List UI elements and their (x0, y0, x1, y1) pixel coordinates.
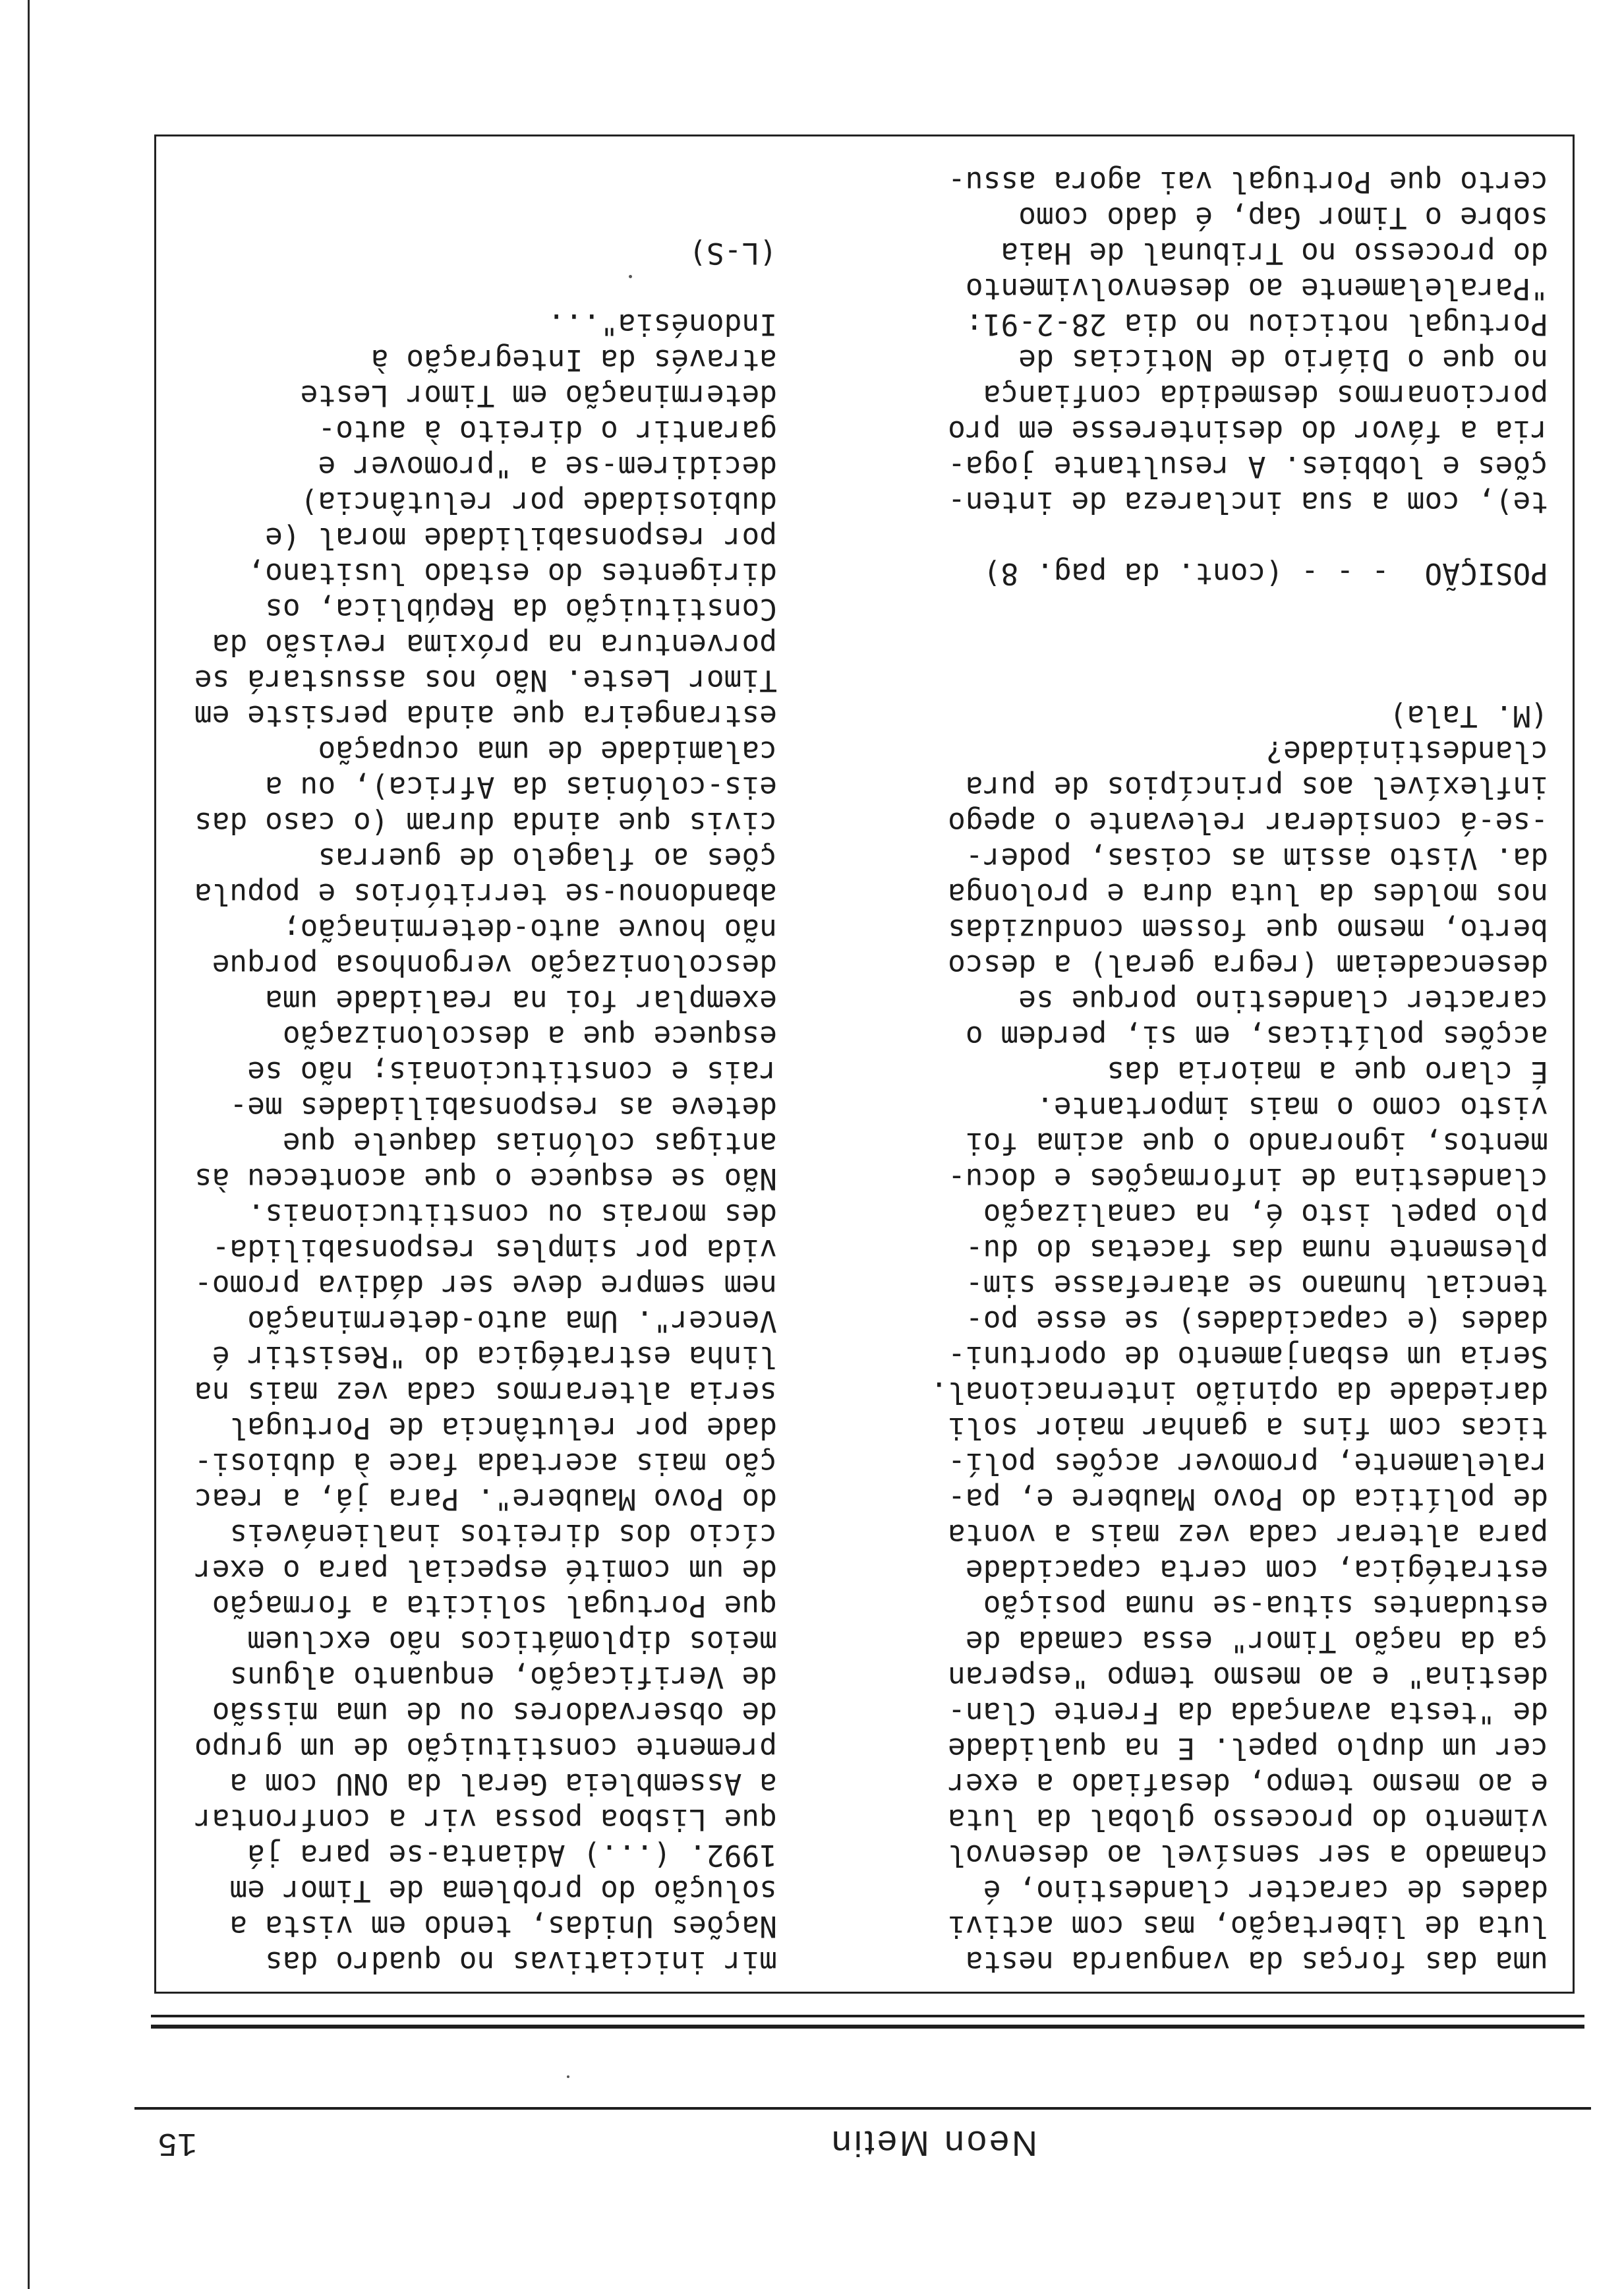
text-line: (L-S) (689, 236, 777, 270)
text-line: clandestina de informações e docu- (948, 1162, 1548, 1195)
text-line: por responsabilidade moral (e (265, 521, 777, 554)
text-line: abandonou-se territórios e popula (194, 877, 777, 910)
text-line: antigas colónias daquele que (282, 1126, 777, 1160)
text-line: porcionarmos desmedida confiança (983, 378, 1548, 412)
text-line: meios diplomáticos não excluem (247, 1624, 777, 1658)
text-line: desencadeiam (regra geral) a desco (948, 948, 1548, 982)
text-line: através da Integração à (370, 343, 777, 376)
text-line: "Paralelamente ao desenvolvimento (965, 272, 1548, 305)
text-line: (M. Tala) (1389, 699, 1548, 732)
text-line: dariedade da opinião internacional. (930, 1375, 1548, 1409)
text-line: mentos, ignorando o que acima foi (965, 1126, 1548, 1160)
text-line: mir iniciativas no quadro das (265, 1945, 777, 1978)
text-line (194, 270, 777, 306)
text-line: calamidade de uma ocupação (318, 734, 777, 768)
text-line: vida por simples responsabilida- (212, 1233, 777, 1266)
text-line: cer um duplo papel. E na qualidade (948, 1731, 1548, 1765)
text-line: do processo no Tribunal de Haia (1000, 236, 1548, 270)
text-line: dirigentes do estado lusitano, (247, 556, 777, 590)
text-line: não houve auto-determinação; (282, 912, 777, 946)
text-line: sobre o Timor Gap, é dado como (1018, 200, 1548, 234)
header-rule (134, 2107, 1591, 2110)
text-line: des morais ou constitucionais. (247, 1197, 777, 1231)
text-line: dades (e capacidades) se esse po- (965, 1304, 1548, 1338)
page-binding-edge (28, 0, 30, 2289)
text-line: destina" e ao mesmo tempo "esperan (948, 1660, 1548, 1694)
text-line: luta de libertação, mas com activi (948, 1909, 1548, 1943)
text-line: civis que ainda duram (o caso das (194, 806, 777, 839)
text-line: estudantes situa-se numa posição (983, 1589, 1548, 1622)
text-line: estrangeira que ainda persiste em (194, 699, 777, 732)
text-line: exemplar foi na realidade uma (265, 984, 777, 1017)
text-line: linha estratégica do "Resistir é (212, 1340, 777, 1373)
scan-speck (567, 2075, 569, 2078)
text-line: Portugal noticiou no dia 28-2-91: (965, 307, 1548, 341)
text-line: certo que Portugal vai agora assu- (948, 165, 1548, 198)
text-line: visto como o mais importante. (1036, 1090, 1548, 1124)
page-number: 15 (157, 2124, 197, 2161)
text-line: POSIÇÃO - - - (cont. da pag. 8) (983, 556, 1548, 590)
text-line: vimento do processo global da luta (948, 1802, 1548, 1836)
text-line: descolonização vergonhosa porque (212, 948, 777, 982)
text-line: e ao mesmo tempo, desafiado a exer (948, 1767, 1548, 1800)
text-line (930, 520, 1548, 555)
text-line: caracter clandestino porque se (1018, 984, 1548, 1017)
text-line: de Verificação, enquanto alguns (229, 1660, 777, 1694)
text-line: decidirem-se a "promover e (318, 450, 777, 483)
text-line: do Povo Maubere". Para já, a reac (194, 1482, 777, 1516)
text-line: plo papel isto é, na canalização (983, 1197, 1548, 1231)
text-line: ticas com fins a ganhar maior soli (948, 1411, 1548, 1444)
text-line: inflexível aos princípios de pura (965, 770, 1548, 804)
text-line: Não se esquece o que aconteceu às (194, 1162, 777, 1195)
text-line (930, 626, 1548, 662)
text-line: ções ao flagelo de guerras (318, 841, 777, 875)
text-line: -se-á considerar relevante o apego (948, 806, 1548, 839)
text-line: tencial humano se atarefasse sim- (965, 1268, 1548, 1302)
text-line: eis-colónias da Africa), ou a (265, 770, 777, 804)
text-line: de um comité especial para o exer (194, 1553, 777, 1587)
text-line: solução do problema de Timor em (229, 1874, 777, 1907)
text-line: Constituição da República, os (265, 592, 777, 626)
text-line: Indonésia"... (547, 307, 777, 341)
text-line: premente constituição de um grupo (194, 1731, 777, 1765)
text-line: que Lisboa possa vir a confrontar (194, 1802, 777, 1836)
text-line: acções políticas, em si, perdem o (965, 1019, 1548, 1053)
text-line: seria alterarmos cada vez mais na (194, 1375, 777, 1409)
text-line: esquece que a descolonização (282, 1019, 777, 1053)
text-line: 1992. (...) Adianta-se para já (247, 1838, 777, 1872)
text-line: clandestinidade? (1265, 734, 1548, 768)
text-line: ções e lobbies. A resultante joga- (948, 450, 1548, 483)
text-line: uma das forças da vanguarda nesta (965, 1945, 1548, 1978)
text-line: ção mais acertada face à dubiosi- (194, 1446, 777, 1480)
column-right (194, 235, 777, 1979)
text-line: da. Visto assim as coisas, poder- (965, 841, 1548, 875)
text-line: dades de caracter clandestino, é (983, 1874, 1548, 1907)
text-line: Seria um esbanjamento de oportuni- (948, 1340, 1548, 1373)
column-left (930, 164, 1548, 1979)
text-line: nem sempre deve ser dádiva promo- (194, 1268, 777, 1302)
text-line: para alterar cada vez mais a vonta (948, 1518, 1548, 1551)
text-line: chamado a ser sensível ao desenvol (948, 1838, 1548, 1872)
text-line: ça da nação Timor" essa camada de (965, 1624, 1548, 1658)
text-line: estratégica, com certa capacidade (965, 1553, 1548, 1587)
text-line: garantir o direito à auto- (318, 414, 777, 448)
text-line: dade por relutância de Portugal (229, 1411, 777, 1444)
journal-title: Neon Metin (828, 2124, 1037, 2163)
top-rule-thick (151, 2025, 1584, 2029)
text-line: ria a fávor do desinteresse em pro (948, 414, 1548, 448)
text-line: te), com a sua inclareza de inten- (948, 485, 1548, 519)
text-line (930, 591, 1548, 626)
text-line: que Portugal solicita a formação (212, 1589, 777, 1622)
text-line: Timor Leste. Não nos assustará se (194, 663, 777, 697)
text-line: no que o Diário de Notícias de (1018, 343, 1548, 376)
scan-speck (629, 275, 632, 278)
text-line: É claro que a maioria das (1107, 1055, 1548, 1088)
text-line: a Assembleia Geral da ONU com a (229, 1767, 777, 1800)
text-line: Vencer". Uma auto-determinação (247, 1304, 777, 1338)
text-line: de observadores ou de uma missão (212, 1696, 777, 1729)
text-line: rais e constitucionais; não se (247, 1055, 777, 1088)
text-line: dubiosidade por relutância) (300, 485, 777, 519)
text-line: Nações Unidas, tendo em vista a (229, 1909, 777, 1943)
text-line: determinação em Timor Leste (300, 378, 777, 412)
text-line: de política do Povo Maubere e, pa- (948, 1482, 1548, 1516)
text-line: deteve as responsabilidades me- (229, 1090, 777, 1124)
text-line: plesmente numa das facetas do du- (965, 1233, 1548, 1266)
top-rule-thin (151, 2015, 1584, 2017)
text-line: cício dos direitos inalienáveis (229, 1518, 777, 1551)
text-line: de "testa avançada da Frente Clan- (948, 1696, 1548, 1729)
text-line: porventura na próxima revisão da (212, 628, 777, 661)
text-line: ralelamente, promover acções polí- (948, 1446, 1548, 1480)
text-line: berto, mesmo que fossem conduzidas (948, 912, 1548, 946)
text-line: nos moldes da luta dura e prolonga (948, 877, 1548, 910)
text-line (930, 662, 1548, 698)
